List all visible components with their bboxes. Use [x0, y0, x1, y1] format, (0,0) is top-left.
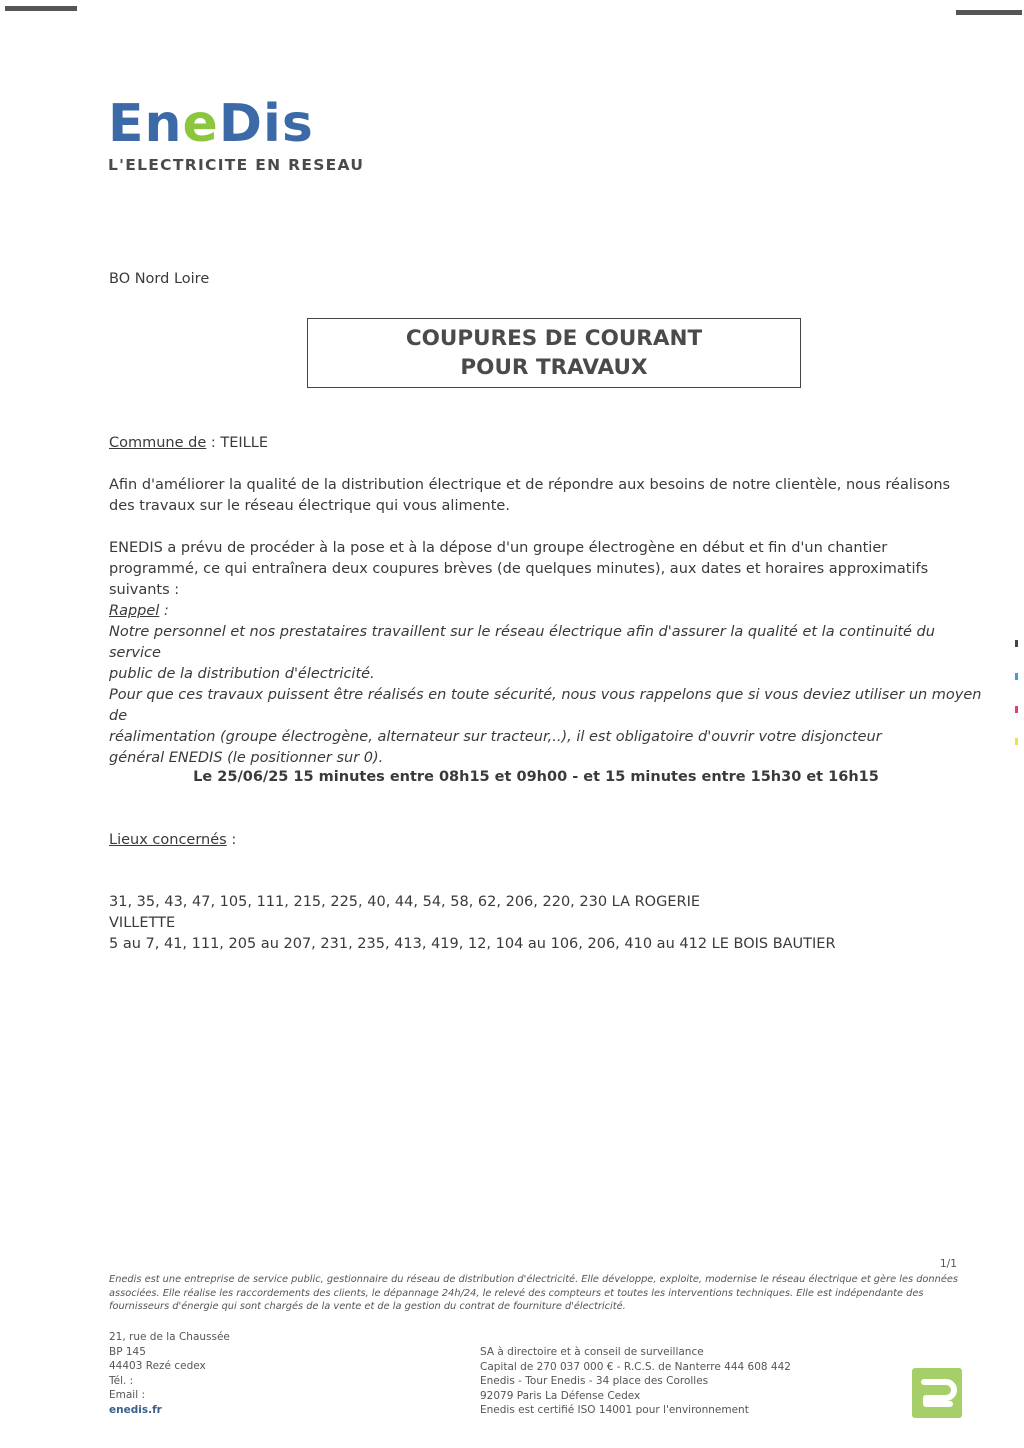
- schedule-line: Le 25/06/25 15 minutes entre 08h15 et 09h00 - et 15 minutes entre 15h30 et 16h15: [193, 769, 879, 785]
- rappel-line-2: public de la distribution d'électricité.: [109, 666, 375, 682]
- rappel-label: Rappel: [109, 603, 160, 619]
- address-street: 21, rue de la Chaussée: [109, 1331, 230, 1343]
- footer-disclaimer: [109, 1273, 959, 1314]
- lieux-label-suffix: :: [226, 832, 237, 848]
- commune-sep: :: [206, 435, 221, 451]
- company-block: [480, 1345, 791, 1418]
- lieux-line-1: 31, 35, 43, 47, 105, 111, 215, 225, 40, 44, 54, 58, 62, 206, 220, 230 LA ROGERIE: [109, 894, 701, 910]
- rappel-line-3: Pour que ces travaux puissent être réalisés en toute sécurité, nous vous rappelons que si vous deviez utiliser un moyen de: [109, 687, 982, 724]
- print-mark-yellow: [1015, 738, 1018, 745]
- print-mark-cyan: [1015, 673, 1018, 680]
- logo-tagline: L'ELECTRICITE EN RESEAU: [108, 156, 365, 174]
- title-line-2: POUR TRAVAUX: [460, 355, 648, 380]
- website-link[interactable]: enedis.fr: [109, 1403, 162, 1416]
- logo-wordmark: [108, 94, 364, 154]
- disclaimer-line-3: fournisseurs d'énergie qui sont chargés de la vente et de la gestion du contrat de fourniture d'électricité.: [109, 1301, 626, 1312]
- disclaimer-line-2: associées. Elle réalise les raccordements des clients, le dépannage 24h/24, le relevé des compteurs et toutes les interventions techniques. Elle est indépendante des: [109, 1287, 924, 1299]
- address-tel: Tél. :: [109, 1374, 134, 1387]
- scan-mark-left: [5, 6, 77, 11]
- commune-value: TEILLE: [220, 435, 269, 451]
- scan-mark-right: [956, 10, 1022, 15]
- print-mark-black: [1015, 640, 1018, 647]
- print-mark-magenta: [1015, 706, 1018, 713]
- groupe-paragraph: ENEDIS a prévu de procéder à la pose et à la dépose d'un groupe électrogène en début et fin d'un chantier programmé, ce qui entraînera deux coupures brèves (de quelques minutes), aux dates et horaires approximatifs suivants :: [109, 540, 929, 598]
- company-line-2: Capital de 270 037 000 € - R.C.S. de Nanterre 444 608 442: [480, 1360, 791, 1373]
- lieux-list: [109, 892, 989, 955]
- logo-part-en: En: [108, 94, 183, 154]
- company-line-3: Enedis - Tour Enedis - 34 place des Corolles: [480, 1375, 709, 1387]
- title-line-1: COUPURES DE COURANT: [405, 326, 703, 351]
- company-line-5: Enedis est certifié ISO 14001 pour l'environnement: [480, 1404, 749, 1416]
- rappel-line-4: réalimentation (groupe électrogène, alternateur sur tracteur,..), il est obligatoire d'ouvrir votre disjoncteur: [109, 729, 882, 745]
- company-line-4: 92079 Paris La Défense Cedex: [480, 1389, 641, 1402]
- logo-part-dis: Dis: [218, 94, 314, 154]
- address-city: 44403 Rezé cedex: [109, 1360, 206, 1372]
- office-name: BO Nord Loire: [109, 271, 210, 287]
- rappel-block: [109, 601, 989, 769]
- commune-label: Commune de: [109, 435, 207, 451]
- address-block: [109, 1330, 230, 1417]
- commune-line: [109, 433, 268, 454]
- enedis-mark-icon: [912, 1368, 962, 1418]
- disclaimer-line-1: Enedis est une entreprise de service public, gestionnaire du réseau de distribution d'électricité. Elle développe, exploite, modernise le réseau électrique et gère les données: [109, 1274, 958, 1285]
- title-box: [307, 318, 801, 388]
- rappel-line-5: général ENEDIS (le positionner sur 0).: [109, 750, 384, 766]
- enedis-logo: [108, 94, 365, 174]
- company-line-1: SA à directoire et à conseil de surveillance: [480, 1346, 704, 1358]
- page-number: 1/1: [940, 1258, 957, 1270]
- address-bp: BP 145: [109, 1345, 146, 1358]
- logo-part-e: e: [182, 94, 219, 154]
- lieux-line-3: 5 au 7, 41, 111, 205 au 207, 231, 235, 413, 419, 12, 104 au 106, 206, 410 au 412 LE BOIS BAUTIER: [109, 936, 836, 952]
- rappel-line-1: Notre personnel et nos prestataires travaillent sur le réseau électrique afin d'assurer la qualité et la continuité du service: [109, 624, 935, 661]
- intro-paragraph: Afin d'améliorer la qualité de la distribution électrique et de répondre aux besoins de notre clientèle, nous réalisons des travaux sur le réseau électrique qui vous alimente.: [109, 477, 951, 514]
- rappel-heading: [109, 601, 989, 622]
- address-email: Email :: [109, 1389, 146, 1401]
- rappel-label-suffix: :: [159, 603, 169, 619]
- lieux-label: Lieux concernés: [109, 832, 227, 848]
- lieux-heading: [109, 830, 236, 851]
- lieux-line-2: VILLETTE: [109, 915, 176, 931]
